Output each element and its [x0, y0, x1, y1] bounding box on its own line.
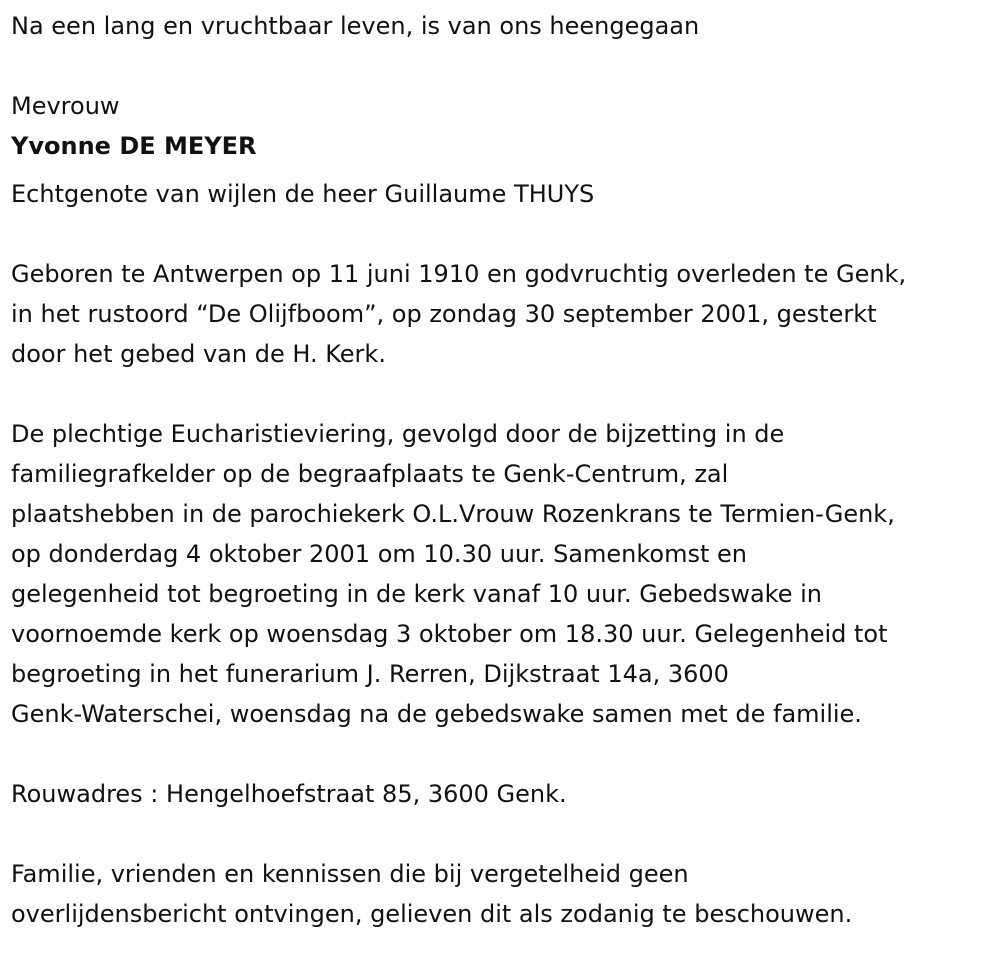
closing-paragraph — [11, 854, 1000, 934]
paragraph-line: door het gebed van de H. Kerk. — [11, 340, 386, 368]
paragraph-line: familiegrafkelder op de begraafplaats te Genk-Centrum, zal — [11, 460, 729, 488]
paragraph-line: Geboren te Antwerpen op 11 juni 1910 en godvruchtig overleden te Genk, — [11, 260, 907, 288]
birth-paragraph — [11, 254, 1000, 374]
paragraph-line: voornoemde kerk op woensdag 3 oktober om 18.30 uur. Gelegenheid tot — [11, 620, 888, 648]
spacer — [11, 374, 1000, 414]
paragraph-line: Genk-Waterschei, woensdag na de gebedswake samen met de familie. — [11, 700, 862, 728]
spacer — [11, 734, 1000, 774]
paragraph-line: overlijdensbericht ontvingen, gelieven dit als zodanig te beschouwen. — [11, 900, 853, 928]
paragraph-line: Familie, vrienden en kennissen die bij vergetelheid geen — [11, 860, 689, 888]
spouse-text: Echtgenote van wijlen de heer Guillaume THUYS — [11, 180, 595, 208]
spacer — [11, 814, 1000, 854]
spacer — [11, 46, 1000, 86]
spacer — [11, 166, 1000, 174]
salutation: Mevrouw — [11, 92, 120, 120]
ceremony-paragraph — [11, 414, 1000, 734]
paragraph-line: begroeting in het funerarium J. Rerren, Dijkstraat 14a, 3600 — [11, 660, 729, 688]
deceased-name: Yvonne DE MEYER — [11, 132, 257, 160]
paragraph-line: gelegenheid tot begroeting in de kerk vanaf 10 uur. Gebedswake in — [11, 580, 822, 608]
paragraph-line: De plechtige Eucharistieviering, gevolgd door de bijzetting in de — [11, 420, 785, 448]
mourning-address: Rouwadres : Hengelhoefstraat 85, 3600 Genk. — [11, 780, 567, 808]
intro-text: Na een lang en vruchtbaar leven, is van ons heengegaan — [11, 12, 700, 40]
paragraph-line: op donderdag 4 oktober 2001 om 10.30 uur. Samenkomst en — [11, 540, 747, 568]
paragraph-line: in het rustoord “De Olijfboom”, op zondag 30 september 2001, gesterkt — [11, 300, 877, 328]
spacer — [11, 214, 1000, 254]
paragraph-line: plaatshebben in de parochiekerk O.L.Vrouw Rozenkrans te Termien-Genk, — [11, 500, 895, 528]
